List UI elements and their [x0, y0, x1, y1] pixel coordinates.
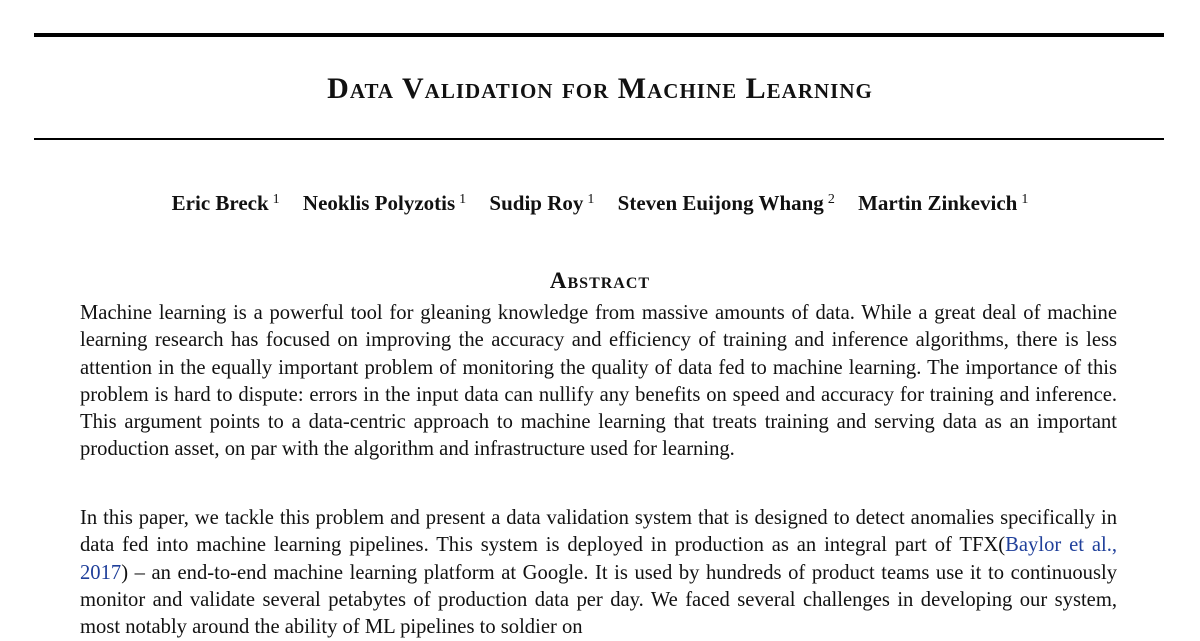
abstract-paragraph-1: Machine learning is a powerful tool for gleaning knowledge from massive amounts of data. While a great deal of machine learning research has focused on improving the accuracy and efficiency of training and inference algorithms, there is less attention in the equally important problem of monitoring the quality of data fed to machine learning. The importance of this problem is hard to dispute: errors in the input data can nullify any benefits on speed and accuracy for training and inference. This argument points to a data-centric approach to machine learning that treats training and serving data as an important production asset, on par with the algorithm and infrastructure used for learning.: [80, 302, 1117, 461]
paragraph-text: ) – an end-to-end machine learning platform at Google. It is used by hundreds of product teams use it to continuously monitor and validate several petabytes of production data per day. We faced several challenges in developing our system, most notably around the ability of ML pipelines to soldier on: [80, 561, 1117, 639]
author-name: Steven Euijong Whang: [617, 191, 824, 215]
author: [858, 191, 1028, 215]
abstract-heading: Abstract: [549, 268, 651, 293]
author-name: Sudip Roy: [489, 191, 584, 215]
author-name: Martin Zinkevich: [858, 191, 1018, 215]
paper-title: Data Validation for Machine Learning: [327, 72, 873, 105]
citation-link[interactable]: Baylor et al., 2017: [80, 534, 1117, 584]
author-affiliation: 2: [827, 192, 835, 207]
top-rule: [34, 33, 1164, 37]
author: [618, 191, 835, 215]
author: [172, 191, 280, 215]
author-name: Neoklis Polyzotis: [302, 191, 456, 215]
author-list: [0, 191, 1200, 216]
author: [489, 191, 594, 215]
author-affiliation: 1: [459, 192, 467, 207]
author: [303, 191, 466, 215]
author-affiliation: 1: [587, 192, 595, 207]
paragraph-text: In this paper, we tackle this problem and present a data validation system that is designed to detect anomalies specifically in data fed into machine learning pipelines. This system is deployed in production as an integral part of TFX(: [80, 507, 1117, 557]
title-bottom-rule: [34, 138, 1164, 140]
author-affiliation: 1: [1021, 192, 1029, 207]
author-affiliation: 1: [272, 192, 280, 207]
abstract-paragraph-2: [80, 505, 1117, 641]
author-name: Eric Breck: [171, 191, 269, 215]
